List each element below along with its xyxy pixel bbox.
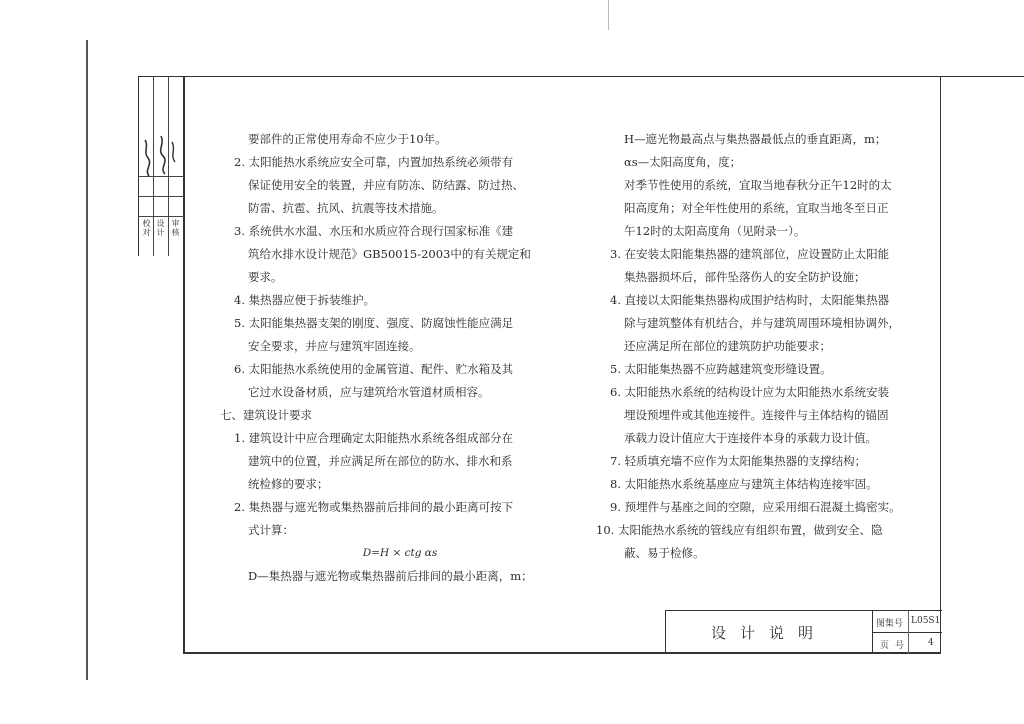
text-line: 集热器损坏后，部件坠落伤人的安全防护设施； <box>624 270 866 284</box>
atlas-number-label: 图集号 <box>876 619 904 629</box>
text-line: 6. 太阳能热水系统的结构设计应为太阳能热水系统安装 <box>610 385 890 399</box>
text-line: 要部件的正常使用寿命不应少于10年。 <box>248 132 447 146</box>
drawing-title: 设计说明 <box>710 624 827 642</box>
text-line: 3. 在安装太阳能集热器的建筑部位，应设置防止太阳能 <box>610 247 890 261</box>
text-line: 4. 集热器应便于拆装维护。 <box>234 293 376 307</box>
text-line: 它过水设备材质，应与建筑给水管道材质相容。 <box>248 385 490 399</box>
right-text-column <box>596 128 936 565</box>
scan-mark <box>608 0 609 30</box>
text-line: 安全要求，并应与建筑牢固连接。 <box>248 339 421 353</box>
text-line: 4. 直接以太阳能集热器构成围护结构时，太阳能集热器 <box>610 293 890 307</box>
text-line: 1. 建筑设计中应合理确定太阳能热水系统各组成部分在 <box>234 431 514 445</box>
text-line: 防雷、抗雹、抗风、抗震等技术措施。 <box>248 201 444 215</box>
page-number-label: 页号 <box>880 641 911 651</box>
text-line: 对季节性使用的系统，宜取当地春秋分正午12时的太 <box>624 178 892 192</box>
text-line: 要求。 <box>248 270 283 284</box>
text-line: 5. 太阳能集热器不应跨越建筑变形缝设置。 <box>610 362 832 376</box>
text-line: 阳高度角；对全年性使用的系统，宜取当地冬至日正 <box>624 201 889 215</box>
sign-label-review: 审核 <box>171 219 180 237</box>
frame-border-top <box>138 76 1024 77</box>
text-line: 3. 系统供水水温、水压和水质应符合现行国家标准《建 <box>234 224 514 238</box>
text-line: 承载力设计值应大于连接件本身的承载力设计值。 <box>624 431 877 445</box>
text-line: 午12时的太阳高度角（见附录一）。 <box>624 224 806 238</box>
handwritten-signature <box>139 132 181 192</box>
text-line: 式计算： <box>248 523 294 537</box>
text-line: 5. 太阳能集热器支架的刚度、强度、防腐蚀性能应满足 <box>234 316 514 330</box>
text-line: D=H × ctg αs <box>362 547 438 559</box>
page-number-value: 4 <box>928 638 934 648</box>
text-line: H—遮光物最高点与集热器最低点的垂直距离，m； <box>624 132 887 146</box>
text-line: 10. 太阳能热水系统的管线应有组织布置，做到安全、隐 <box>596 523 883 537</box>
text-line: 7. 轻质填充墙不应作为太阳能集热器的支撑结构； <box>610 454 867 468</box>
text-line: 6. 太阳能热水系统使用的金属管道、配件、贮水箱及其 <box>234 362 514 376</box>
left-text-column <box>220 128 580 588</box>
scan-edge <box>86 40 88 680</box>
text-line: 8. 太阳能热水系统基座应与建筑主体结构连接牢固。 <box>610 477 878 491</box>
text-line: 2. 集热器与遮光物或集热器前后排间的最小距离可按下 <box>234 500 514 514</box>
text-line: 埋设预埋件或其他连接件。连接件与主体结构的锚固 <box>624 408 889 422</box>
frame-border-right <box>940 76 941 654</box>
text-line: 还应满足所在部位的建筑防护功能要求； <box>624 339 831 353</box>
text-line: 七、建筑设计要求 <box>220 408 312 422</box>
text-line: 除与建筑整体有机结合，并与建筑周围环境相协调外， <box>624 316 900 330</box>
text-line: 建筑中的位置，并应满足所在部位的防水、排水和系 <box>248 454 513 468</box>
text-line: 保证使用安全的装置，并应有防冻、防结露、防过热、 <box>248 178 524 192</box>
title-block <box>665 610 942 654</box>
text-line: 蔽、易于检修。 <box>624 546 705 560</box>
sign-label-design: 设计 <box>156 219 165 237</box>
text-line: αs—太阳高度角，度； <box>624 155 742 169</box>
text-line: 筑给水排水设计规范》GB50015-2003中的有关规定和 <box>248 247 531 261</box>
text-line: 2. 太阳能热水系统应安全可靠，内置加热系统必须带有 <box>234 155 514 169</box>
text-line: D—集热器与遮光物或集热器前后排间的最小距离，m； <box>248 569 533 583</box>
text-line: 9. 预埋件与基座之间的空隙，应采用细石混凝土捣密实。 <box>610 500 901 514</box>
sign-label-check: 校对 <box>142 219 151 237</box>
text-line: 统检修的要求； <box>248 477 329 491</box>
atlas-number-value: L05S1 <box>911 616 941 626</box>
